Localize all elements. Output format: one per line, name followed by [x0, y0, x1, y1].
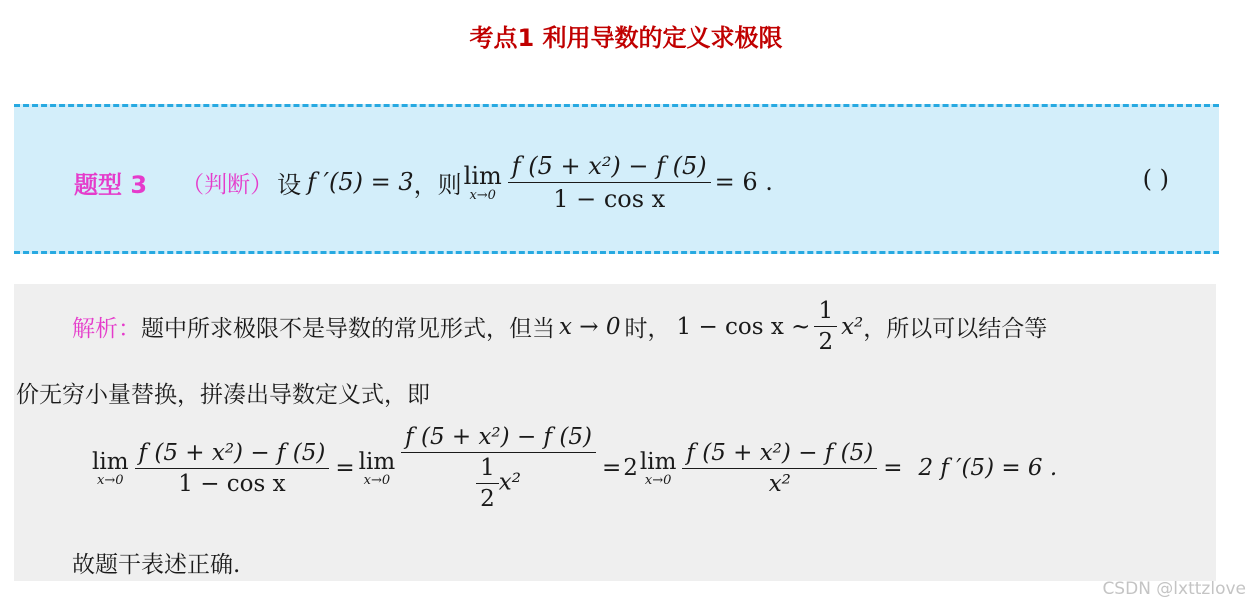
- analysis-line-1: [72, 298, 1047, 355]
- question-tag: （判断）: [181, 171, 274, 198]
- analysis-text-1: 题中所求极限不是导数的常见形式，但当: [141, 316, 555, 342]
- half-numerator: 1: [476, 455, 499, 484]
- fraction-denominator: 1 − cos x: [178, 470, 286, 497]
- equiv-right: x²: [841, 313, 864, 340]
- question-connector: ，则: [413, 170, 462, 199]
- question-row: [74, 152, 773, 212]
- lim-subscript: x→0: [644, 472, 672, 488]
- conclusion-text: 故题干表述正确.: [72, 552, 241, 578]
- limit-fraction: [508, 152, 711, 213]
- half-denominator: 2: [480, 486, 495, 512]
- page-title: 考点1 利用导数的定义求极限: [469, 24, 783, 52]
- half-fraction: [476, 455, 499, 512]
- half-fraction: [814, 298, 837, 355]
- question-rhs: = 6 .: [714, 168, 773, 196]
- lim-subscript: x→0: [97, 472, 124, 488]
- analysis-text-3: ，所以可以结合等: [863, 316, 1048, 342]
- equiv-left: 1 − cos x ~: [676, 313, 811, 340]
- lim-word: lim: [358, 448, 396, 475]
- half-numerator: 1: [814, 298, 837, 327]
- limit-operator-1: [92, 449, 129, 488]
- given-condition: f ′(5) = 3: [307, 168, 414, 196]
- lim-word: lim: [463, 161, 502, 190]
- limit-operator-2: [359, 449, 396, 488]
- lim-subscript: x→0: [363, 472, 391, 488]
- question-label: 题型 3: [74, 170, 148, 199]
- analysis-label: 解析：: [72, 316, 141, 342]
- x-squared: x²: [498, 469, 521, 496]
- question-intro: 设: [277, 170, 302, 199]
- fraction-denominator: [476, 453, 521, 512]
- analysis-text-2: 时，: [624, 316, 671, 342]
- fraction-numerator: f (5 + x²) − f (5): [401, 424, 596, 453]
- fraction-denominator: 1 − cos x: [553, 184, 666, 213]
- limit-operator: [464, 162, 502, 203]
- fraction-numerator: f (5 + x²) − f (5): [682, 440, 877, 469]
- limit-operator-3: [640, 449, 677, 488]
- derivation-fraction-3: [682, 440, 877, 497]
- derivation-equation: lim x→0 $\frac{\text{f (5 + x²) − f (5)}}{\text{1 − cos x}}$ = lim x→0 f (5 + x²) − f (5) $\frac{1}{2}$ x² = 2 lim x→0 $\frac{\text{f (5 + x²) − f (5)}}{\text{x²}}$ = 2 f ′(5) = 6 .: [92, 424, 1058, 512]
- lim-subscript: x→0: [469, 187, 496, 203]
- fraction-numerator: f (5 + x²) − f (5): [508, 152, 711, 183]
- lim-word: lim: [639, 448, 677, 475]
- analysis-line-2: 价无穷小量替换，拼凑出导数定义式，即: [16, 382, 430, 408]
- fraction-denominator: x²: [768, 470, 791, 497]
- analysis-condition: x → 0: [559, 313, 621, 340]
- lim-word: lim: [92, 448, 129, 475]
- question-box: [14, 104, 1219, 254]
- answer-blank: ( ): [1142, 165, 1169, 193]
- analysis-box: [14, 284, 1216, 581]
- derivation-fraction-1: [135, 440, 330, 497]
- watermark: CSDN @lxttzlove: [1102, 579, 1246, 599]
- derivation-fraction-2: [401, 424, 596, 512]
- half-denominator: 2: [818, 329, 834, 355]
- coefficient: 2: [623, 455, 638, 481]
- derivation-result: 2 f ′(5) = 6 .: [918, 455, 1058, 481]
- fraction-numerator: f (5 + x²) − f (5): [135, 440, 330, 469]
